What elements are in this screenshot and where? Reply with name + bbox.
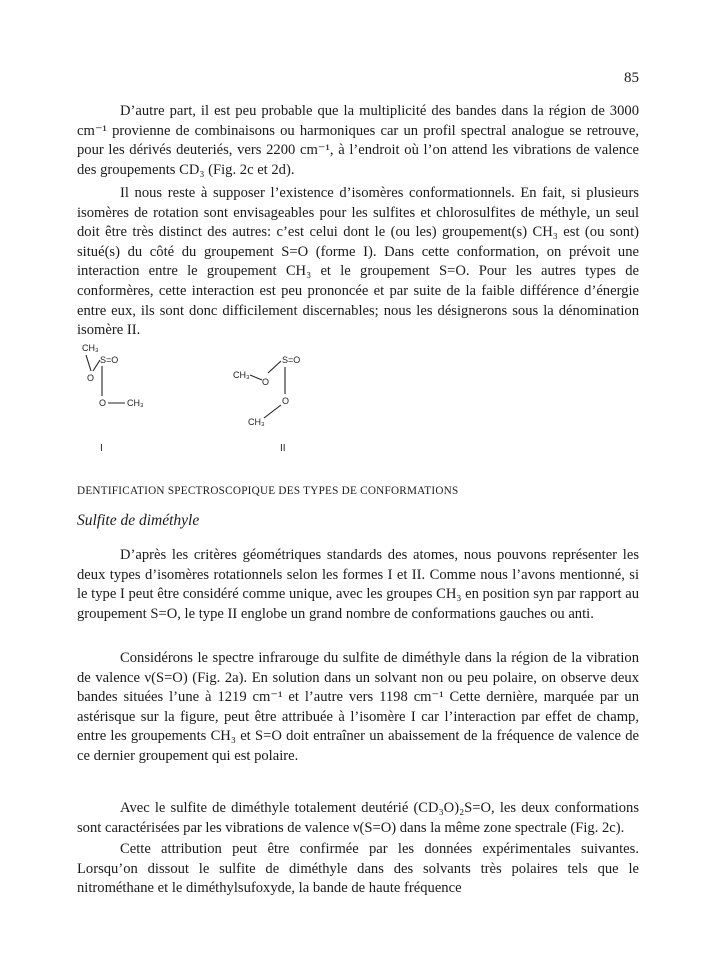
- structure-I-label: I: [100, 443, 103, 454]
- structure-I: [82, 343, 144, 454]
- section-heading: DENTIFICATION SPECTROSCOPIQUE DES TYPES DE CONFORMATIONS: [77, 485, 459, 497]
- paragraph-4: Considérons le spectre infrarouge du sulfite de diméthyle dans la région de la vibration de valence ν(S=O) (Fig. 2a). En solution dans un solvant non ou peu polaire, on observe deux bandes situées l’une à 1219 cm⁻¹ et l’autre vers 1198 cm⁻¹ Cette dernière, marquée par un astérisque sur la figure, peut être attribuée à l’isomère I car l’interaction par effet de champ, entre les groupements CH₃ et S=O doit entraîner un abaissement de la fréquence de valence de ce dernier groupement qui est polaire.: [77, 650, 639, 764]
- structure-I-o-left: O: [87, 373, 95, 383]
- subheading: Sulfite de diméthyle: [77, 512, 200, 529]
- paragraph-1: D’autre part, il est peu probable que la multiplicité des bandes dans la région de 3000 cm⁻¹ provienne de combinaisons ou harmoniques car un profil spectral analogue se retrouve, pour les dérivés deuteriés, vers 2200 cm⁻¹, à l’endroit où l’on attend les vibrations de valence des groupements CD₃ (Fig. 2c et 2d).: [77, 103, 639, 178]
- structure-I-ch3-top: CH₃: [82, 343, 99, 353]
- structure-II-label: II: [280, 443, 286, 454]
- page-number: 85: [624, 70, 639, 86]
- structure-II-s-o: S=O: [282, 355, 301, 365]
- conformer-structures-figure: [70, 330, 330, 460]
- structure-I-ch3-right: CH₃: [127, 398, 144, 408]
- paragraph-5: Avec le sulfite de diméthyle totalement deutérié (CD₃O)₂S=O, les deux conformations sont caractérisées par les vibrations de valence ν(S=O) dans la même zone spectrale (Fig. 2c).: [77, 800, 639, 836]
- paragraph-6: Cette attribution peut être confirmée par les données expérimentales suivantes. Lorsqu’on dissout le sulfite de diméthyle dans des solvants très polaires tels que le nitrométhane et le diméthylsufoxyde, la bande de haute fréquence: [77, 841, 639, 897]
- structure-II-ch3-bottom: CH₃: [248, 417, 265, 427]
- paragraph-2: Il nous reste à supposer l’existence d’isomères conformationnels. En fait, si plusieurs isomères de rotation sont envisageables pour les sulfites et chlorosulfites de méthyle, un seul doit être très distinct des autres: c’est celui dont le (ou les) groupement(s) CH₃ est (ou sont) situé(s) du côté du groupement S=O (forme I). Dans cette conformation, on prévoit une interaction entre le groupement CH₃ et le groupement S=O. Pour les autres types de conformères, cette interaction est peu prononcée et par suite de la faible différence d’énergie entre eux, ils sont donc difficilement discernables; nous les désignerons sous la dénomination isomère II.: [77, 185, 639, 339]
- paragraph-3: D’après les critères géométriques standards des atomes, nous pouvons représenter les deux types d’isomères rotationnels selon les formes I et II. Comme nous l’avons mentionné, si le type I peut être considéré comme unique, avec les groupes CH₃ en position syn par rapport au groupement S=O, le type II englobe un grand nombre de conformations gauches ou anti.: [77, 547, 639, 622]
- structure-II: [233, 355, 300, 454]
- structure-II-ch3-left: CH₃: [233, 370, 250, 380]
- structure-II-o-left: O: [262, 377, 270, 387]
- structure-I-o-bottom: O: [99, 398, 107, 408]
- structure-I-s-o: S=O: [100, 355, 119, 365]
- structure-II-o-right: O: [282, 396, 290, 406]
